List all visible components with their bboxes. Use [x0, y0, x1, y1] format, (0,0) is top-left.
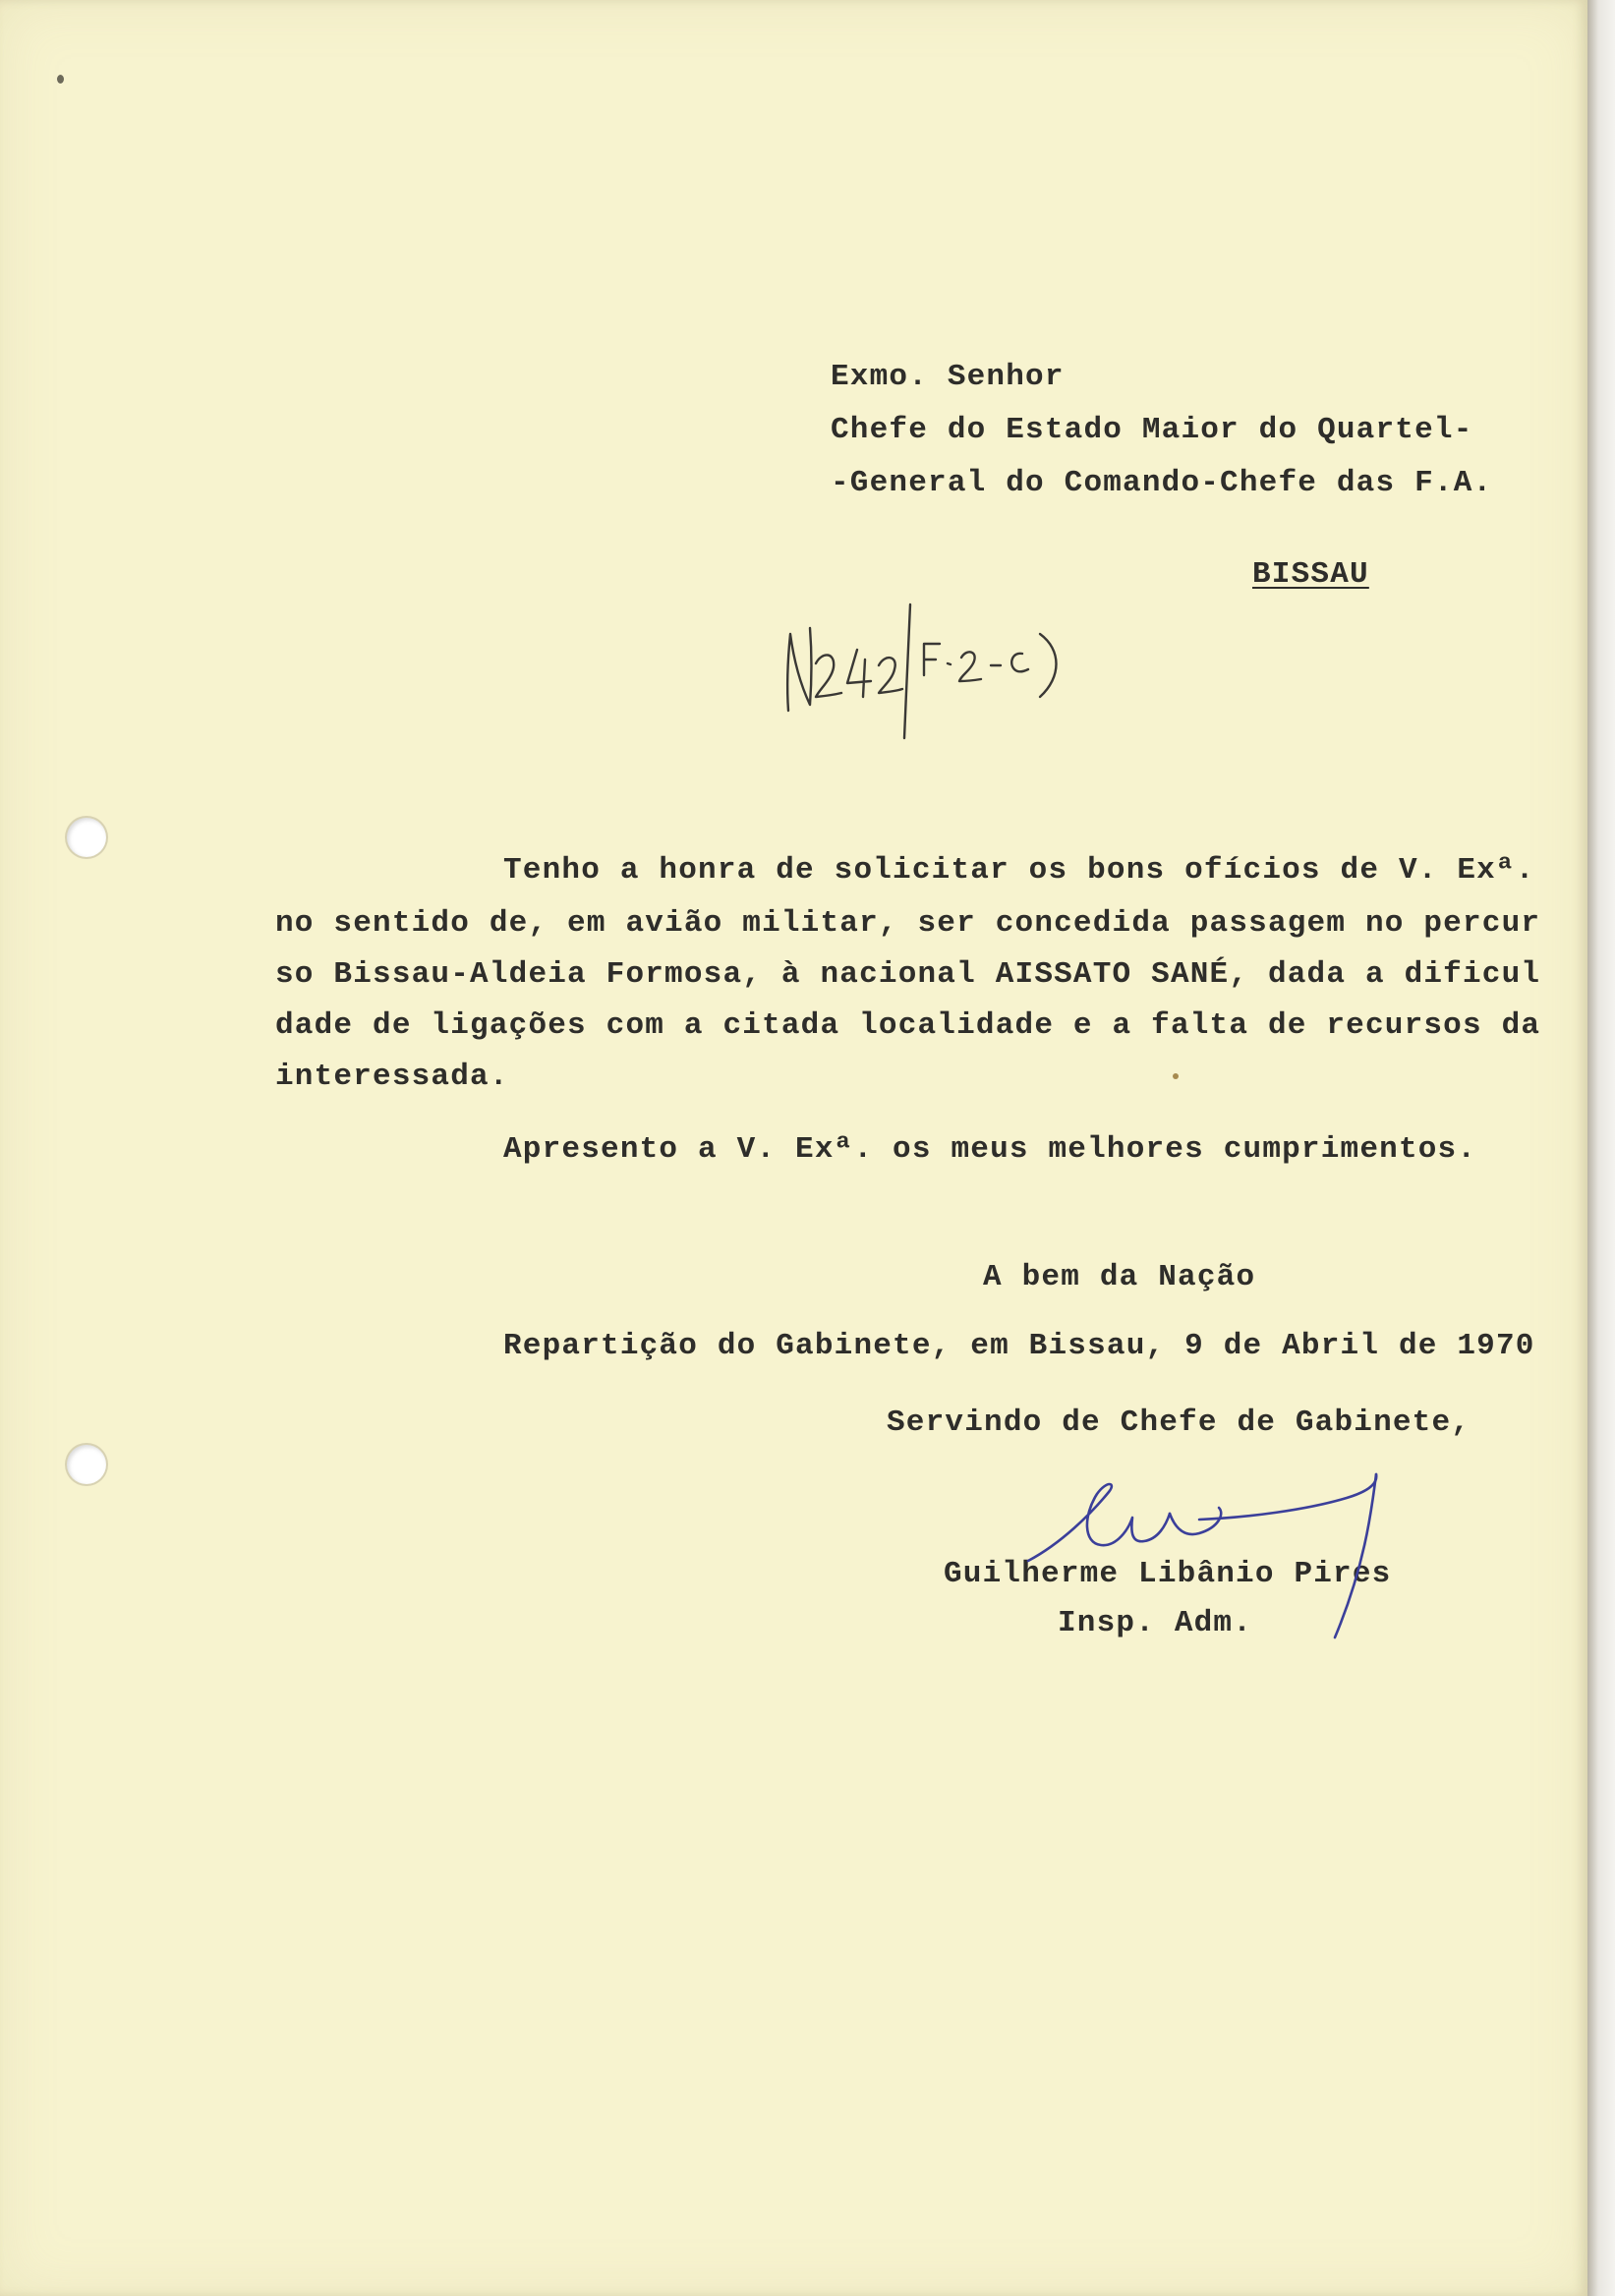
- signer-name: Guilherme Libânio Pires: [944, 1557, 1392, 1591]
- addressee-city: BISSAU: [1252, 557, 1369, 592]
- punch-hole-top: [67, 818, 106, 857]
- body-paragraph-1-line-5: interessada.: [275, 1060, 509, 1094]
- body-paragraph-1-line-1: Tenho a honra de solicitar os bons ofícios de V. Exª.: [503, 853, 1535, 888]
- paper-speck: [1173, 1073, 1179, 1079]
- signer-title: Insp. Adm.: [1058, 1606, 1253, 1640]
- addressee-line-1: Chefe do Estado Maior do Quartel-: [831, 413, 1473, 447]
- closing-role: Servindo de Chefe de Gabinete,: [887, 1406, 1471, 1440]
- body-paragraph-1-line-4: dade de ligações com a citada localidade e a falta de recursos da: [275, 1008, 1541, 1043]
- addressee-line-2: -General do Comando-Chefe das F.A.: [831, 466, 1493, 500]
- punch-hole-bottom: [67, 1445, 106, 1484]
- body-paragraph-2: Apresento a V. Exª. os meus melhores cumprimentos.: [503, 1132, 1477, 1167]
- closing-place-date: Repartição do Gabinete, em Bissau, 9 de Abril de 1970: [503, 1329, 1535, 1363]
- handwritten-signature: [1022, 1445, 1455, 1681]
- closing-motto: A bem da Nação: [983, 1260, 1256, 1294]
- handwritten-reference-annotation: [777, 595, 1130, 752]
- addressee-salutation: Exmo. Senhor: [831, 360, 1065, 394]
- body-paragraph-1-line-3: so Bissau-Aldeia Formosa, à nacional AISSATO SANÉ, dada a dificul: [275, 957, 1541, 992]
- body-paragraph-1-line-2: no sentido de, em avião militar, ser concedida passagem no percur: [275, 906, 1541, 941]
- paper-right-edge: [1587, 0, 1615, 2296]
- paper-speck: [57, 75, 64, 84]
